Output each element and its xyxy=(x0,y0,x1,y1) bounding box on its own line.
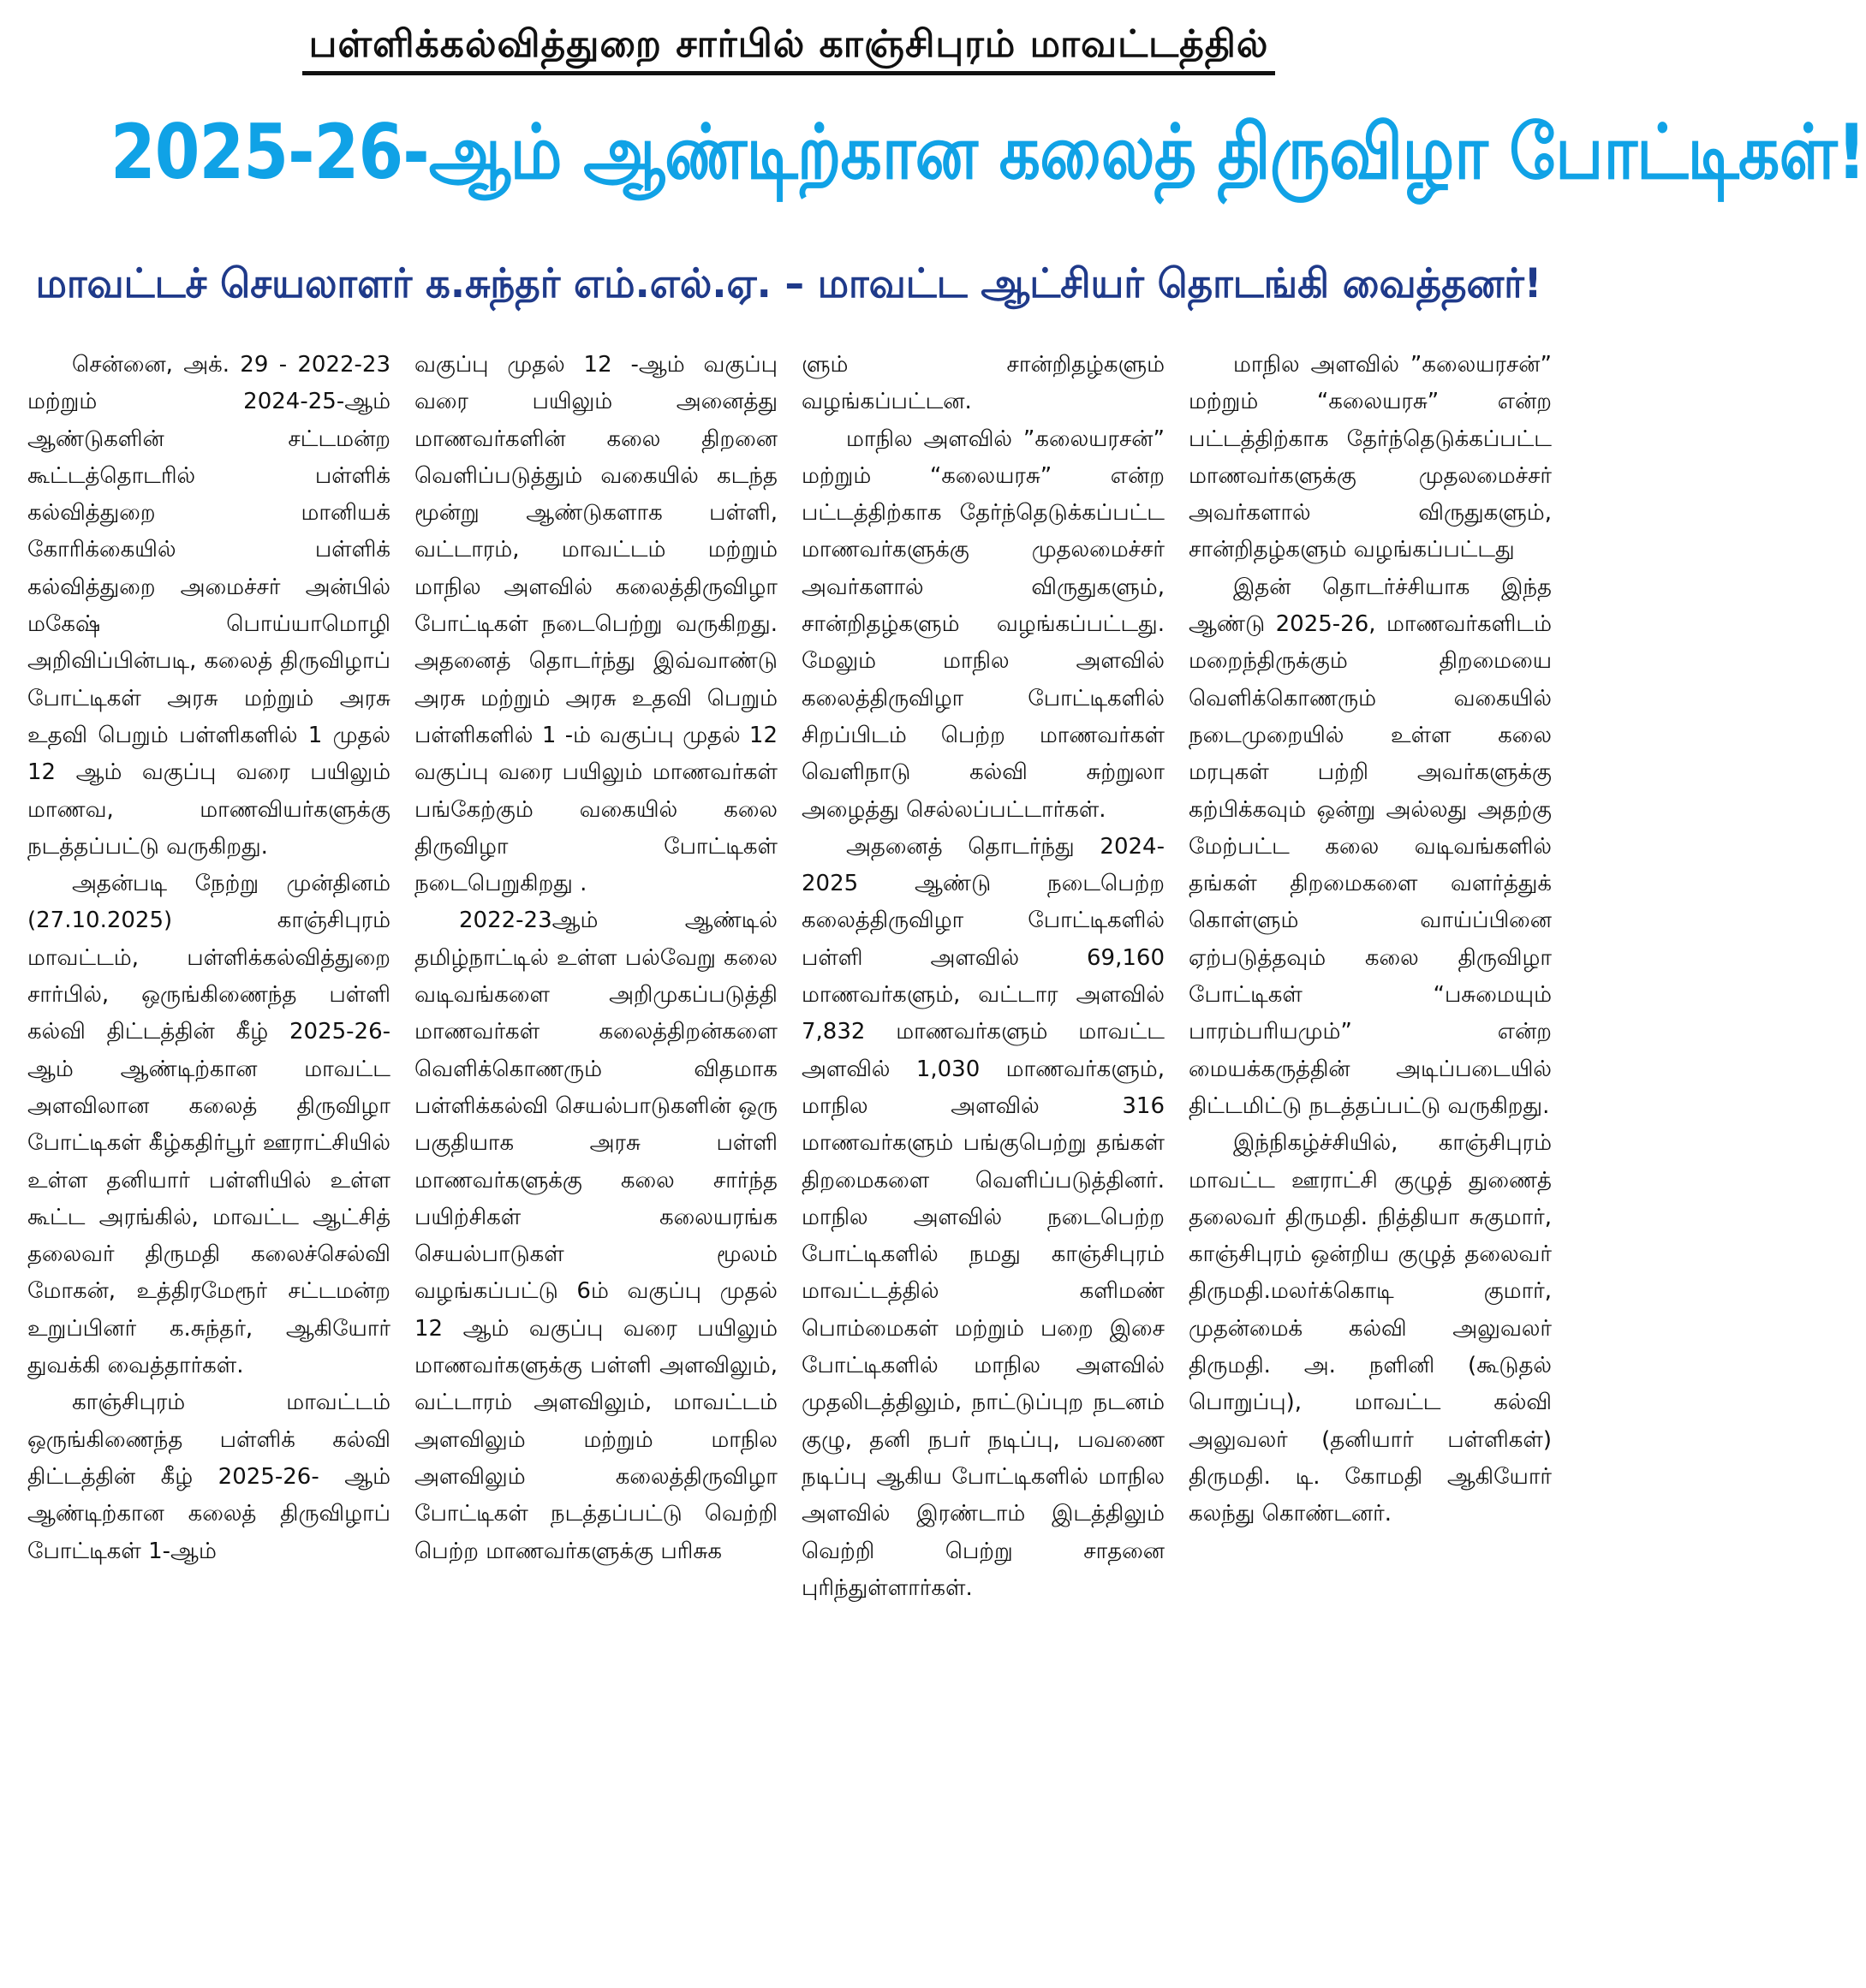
column-2 xyxy=(414,347,778,1973)
paragraph: மாநில அளவில் ”கலையரசன்” மற்றும் “கலையரசு” என்ற பட்டத்திற்காக தேர்ந்தெடுக்கப்பட்ட மாணவர்களுக்கு முதலமைச்சர் அவர்களால் விருதுகளும், சான்றிதழ்களும் வழங்கப்பட்டது xyxy=(1189,352,1552,563)
paragraph-continued: வகுப்பு முதல் 12 -ஆம் வகுப்பு வரை பயிலும் அனைத்து மாணவர்களின் கலை திறனை வெளிப்படுத்தும் வகையில் கடந்த மூன்று ஆண்டுகளாக பள்ளி, வட்டாரம், மாவட்டம் மற்றும் மாநில அளவில் கலைத்திருவிழா போட்டிகள் நடைபெற்று வருகிறது. அதனைத் தொடர்ந்து இவ்வாண்டு அரசு மற்றும் அரசு உதவி பெறும் பள்ளிகளில் 1 -ம் வகுப்பு முதல் 12 வகுப்பு வரை பயிலும் மாணவர்கள் பங்கேற்கும் வகையில் கலை திருவிழா போட்டிகள் நடைபெறுகிறது . xyxy=(414,352,778,897)
article-body xyxy=(27,347,1552,1973)
paragraph: அதன்படி நேற்று முன்தினம் (27.10.2025) காஞ்சிபுரம் மாவட்டம், பள்ளிக்கல்வித்துறை சார்பில், ஒருங்கிணைந்த பள்ளி கல்வி திட்டத்தின் கீழ் 2025-26-ஆம் ஆண்டிற்கான மாவட்ட அளவிலான கலைத் திருவிழா போட்டிகள் கீழ்கதிர்பூர் ஊராட்சியில் உள்ள தனியார் பள்ளியில் உள்ள கூட்ட அரங்கில், மாவட்ட ஆட்சித் தலைவர் திருமதி கலைச்செல்வி மோகன், உத்திரமேரூர் சட்டமன்ற உறுப்பினர் க.சுந்தர், ஆகியோர் துவக்கி வைத்தார்கள். xyxy=(27,871,390,1379)
column-1 xyxy=(27,347,390,1973)
paragraph-continued: ளும் சான்றிதழ்களும் வழங்கப்பட்டன. xyxy=(802,352,1165,415)
kicker-line xyxy=(0,19,1577,70)
paragraph: காஞ்சிபுரம் மாவட்டம் ஒருங்கிணைந்த பள்ளிக் கல்வி திட்டத்தின் கீழ் 2025-26- ஆம் ஆண்டிற்கான கலைத் திருவிழாப் போட்டிகள் 1-ஆம் xyxy=(27,1390,390,1564)
paragraph: மாநில அளவில் ”கலையரசன்” மற்றும் “கலையரசு” என்ற பட்டத்திற்காக தேர்ந்தெடுக்கப்பட்ட மாணவர்களுக்கு முதலமைச்சர் அவர்களால் விருதுகளும், சான்றிதழ்களும் வழங்கப்பட்டது. மேலும் மாநில அளவில் கலைத்திருவிழா போட்டிகளில் சிறப்பிடம் பெற்ற மாணவர்கள் வெளிநாடு கல்வி சுற்றுலா அழைத்து செல்லப்பட்டார்கள். xyxy=(802,426,1165,823)
headline: 2025-26-ஆம் ஆண்டிற்கான கலைத் திருவிழா போட்டிகள்! xyxy=(110,108,1866,196)
paragraph: சென்னை, அக். 29 - 2022-23 மற்றும் 2024-25-ஆம் ஆண்டுகளின் சட்டமன்ற கூட்டத்தொடரில் பள்ளிக் கல்வித்துறை மானியக் கோரிக்கையில் பள்ளிக் கல்வித்துறை அமைச்சர் அன்பில் மகேஷ் பொய்யாமொழி அறிவிப்பின்படி, கலைத் திருவிழாப் போட்டிகள் அரசு மற்றும் அரசு உதவி பெறும் பள்ளிகளில் 1 முதல் 12 ஆம் வகுப்பு வரை பயிலும் மாணவ, மாணவியர்களுக்கு நடத்தப்பட்டு வருகிறது. xyxy=(27,352,390,860)
paragraph: அதனைத் தொடர்ந்து 2024-2025 ஆண்டு நடைபெற்ற கலைத்திருவிழா போட்டிகளில் பள்ளி அளவில் 69,160 மாணவர்களும், வட்டார அளவில் 7,832 மாணவர்களும் மாவட்ட அளவில் 1,030 மாணவர்களும், மாநில அளவில் 316 மாணவர்களும் பங்குபெற்று தங்கள் திறமைகளை வெளிப்படுத்தினர். மாநில அளவில் நடைபெற்ற போட்டிகளில் நமது காஞ்சிபுரம் மாவட்டத்தில் களிமண் பொம்மைகள் மற்றும் பறை இசை போட்டிகளில் மாநில அளவில் முதலிடத்திலும், நாட்டுப்புற நடனம் குழு, தனி நபர் நடிப்பு, பவணை நடிப்பு ஆகிய போட்டிகளில் மாநில அளவில் இரண்டாம் இடத்திலும் வெற்றி பெற்று சாதனை புரிந்துள்ளார்கள். xyxy=(802,833,1165,1601)
paragraph: 2022-23ஆம் ஆண்டில் தமிழ்நாட்டில் உள்ள பல்வேறு கலை வடிவங்களை அறிமுகப்படுத்தி மாணவர்கள் கலைத்திறன்களை வெளிக்கொணரும் விதமாக பள்ளிக்கல்வி செயல்பாடுகளின் ஒரு பகுதியாக அரசு பள்ளி மாணவர்களுக்கு கலை சார்ந்த பயிற்சிகள் கலையரங்க செயல்பாடுகள் மூலம் வழங்கப்பட்டு 6ம் வகுப்பு முதல் 12 ஆம் வகுப்பு வரை பயிலும் மாணவர்களுக்கு பள்ளி அளவிலும், வட்டாரம் அளவிலும், மாவட்டம் அளவிலும் மற்றும் மாநில அளவிலும் கலைத்திருவிழா போட்டிகள் நடத்தப்பட்டு வெற்றி பெற்ற மாணவர்களுக்கு பரிசுக xyxy=(414,908,778,1564)
paragraph: இதன் தொடர்ச்சியாக இந்த ஆண்டு 2025-26, மாணவர்களிடம் மறைந்திருக்கும் திறமையை வெளிக்கொணரும் வகையில் நடைமுறையில் உள்ள கலை மரபுகள் பற்றி அவர்களுக்கு கற்பிக்கவும் ஒன்று அல்லது அதற்கு மேற்பட்ட கலை வடிவங்களில் தங்கள் திறமைகளை வளர்த்துக் கொள்ளும் வாய்ப்பினை ஏற்படுத்தவும் கலை திருவிழா போட்டிகள் “பசுமையும் பாரம்பரியமும்” என்ற மையக்கருத்தின் அடிப்படையில் திட்டமிட்டு நடத்தப்பட்டு வருகிறது. xyxy=(1189,574,1552,1119)
subheadline: மாவட்டச் செயலாளர் க.சுந்தர் எம்.எல்.ஏ. – மாவட்ட ஆட்சியர் தொடங்கி வைத்தனர்! xyxy=(35,260,1542,307)
column-3 xyxy=(802,347,1165,1973)
column-4 xyxy=(1189,347,1552,1973)
paragraph: இந்நிகழ்ச்சியில், காஞ்சிபுரம் மாவட்ட ஊராட்சி குழுத் துணைத் தலைவர் திருமதி. நித்தியா சுகுமார், காஞ்சிபுரம் ஒன்றிய குழுத் தலைவர் திருமதி.மலர்க்கொடி குமார், முதன்மைக் கல்வி அலுவலர் திருமதி. அ. நளினி (கூடுதல் பொறுப்பு), மாவட்ட கல்வி அலுவலர் (தனியார் பள்ளிகள்) திருமதி. டி. கோமதி ஆகியோர் கலந்து கொண்டனர். xyxy=(1189,1130,1552,1527)
kicker-text: பள்ளிக்கல்வித்துறை சார்பில் காஞ்சிபுரம் மாவட்டத்தில் xyxy=(302,22,1276,75)
